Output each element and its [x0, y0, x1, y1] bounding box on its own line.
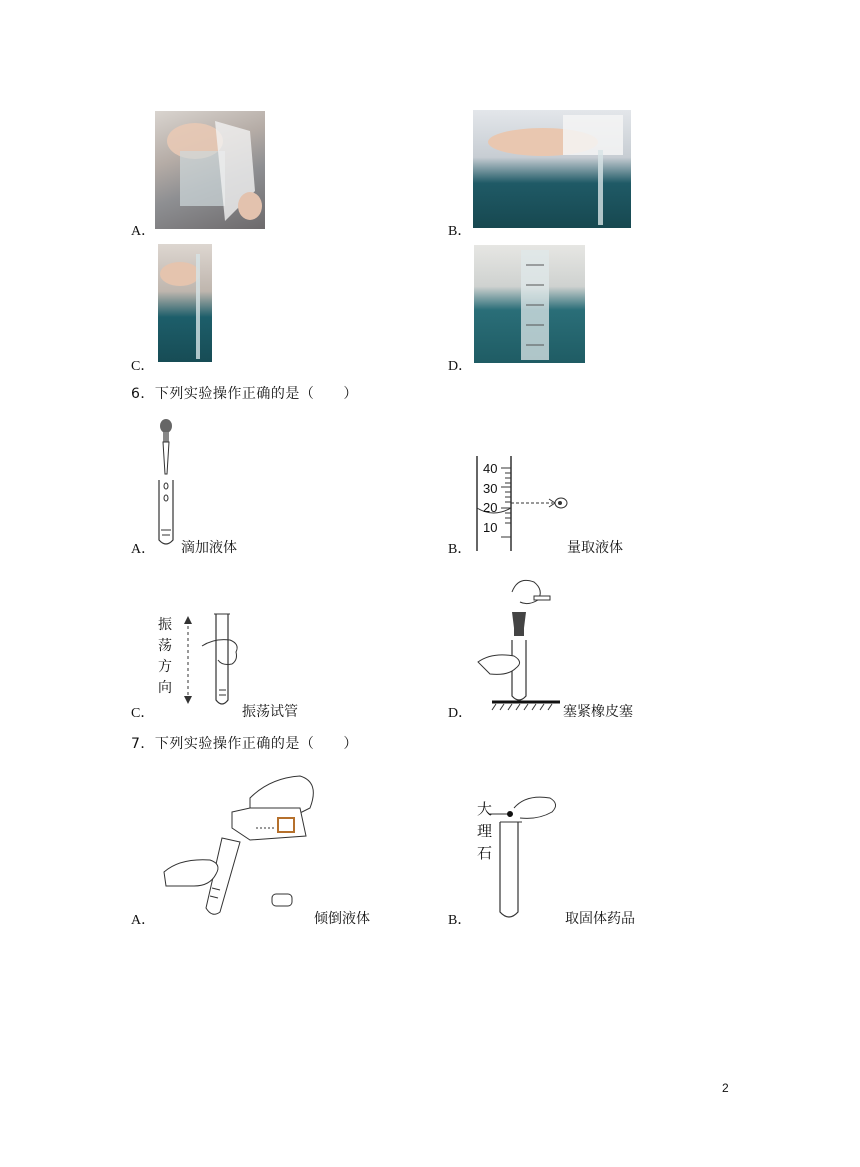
q6-stem: 6．下列实验操作正确的是（ ） [131, 386, 358, 402]
q5-photo-d [474, 245, 585, 363]
tick-label: 20 [483, 500, 498, 515]
q6-option-b-caption: 量取液体 [567, 540, 623, 556]
tick-label: 40 [483, 461, 498, 476]
q7-option-b-label: B． [448, 913, 472, 928]
q5-option-a-label: A． [131, 224, 156, 239]
q5-photo-b [473, 110, 631, 228]
shake-char: 振 [158, 617, 172, 633]
page-number: 2 [722, 1081, 729, 1095]
q6-stopper-illustration [478, 572, 578, 712]
shake-char: 荡 [158, 638, 172, 654]
q7-option-a-caption: 倾倒液体 [314, 911, 370, 927]
q5-option-c-label: C． [131, 359, 155, 374]
q6-option-a-caption: 滴加液体 [181, 540, 237, 556]
q6-cylinder-tick-labels [483, 459, 497, 537]
q7-marble-illustration [490, 790, 570, 920]
tick-label: 30 [483, 480, 498, 496]
tick-label: 10 [483, 519, 498, 535]
q5-option-b-label: B． [448, 224, 472, 239]
q5-photo-d-art [474, 245, 585, 363]
q6-option-c-label: C． [131, 706, 155, 721]
q6-shake-direction-label [158, 615, 172, 699]
q6-shake-illustration [180, 612, 250, 712]
q5-photo-b-art [473, 110, 631, 228]
q6-option-a-label: A． [131, 542, 156, 557]
q6-option-c-caption: 振荡试管 [242, 704, 298, 720]
q6-option-d-caption: 塞紧橡皮塞 [563, 704, 633, 720]
q7-pouring-illustration [160, 768, 340, 918]
q5-option-d-label: D． [448, 359, 473, 374]
shake-char: 方 [158, 659, 172, 675]
q7-option-a-label: A． [131, 913, 156, 928]
q6-dropper-illustration [152, 418, 182, 548]
q5-photo-c [158, 244, 212, 362]
marble-char: 石 [477, 844, 493, 862]
q6-option-b-label: B． [448, 542, 472, 557]
q5-photo-a-art [155, 111, 265, 229]
marble-char: 理 [477, 822, 493, 840]
q6-option-d-label: D． [448, 706, 473, 721]
q7-stem: 7．下列实验操作正确的是（ ） [131, 736, 358, 752]
q5-photo-a [155, 111, 265, 229]
shake-char: 向 [158, 680, 172, 696]
marble-char: 大 [477, 800, 493, 818]
q5-photo-c-art [158, 244, 212, 362]
q7-option-b-caption: 取固体药品 [565, 911, 635, 927]
